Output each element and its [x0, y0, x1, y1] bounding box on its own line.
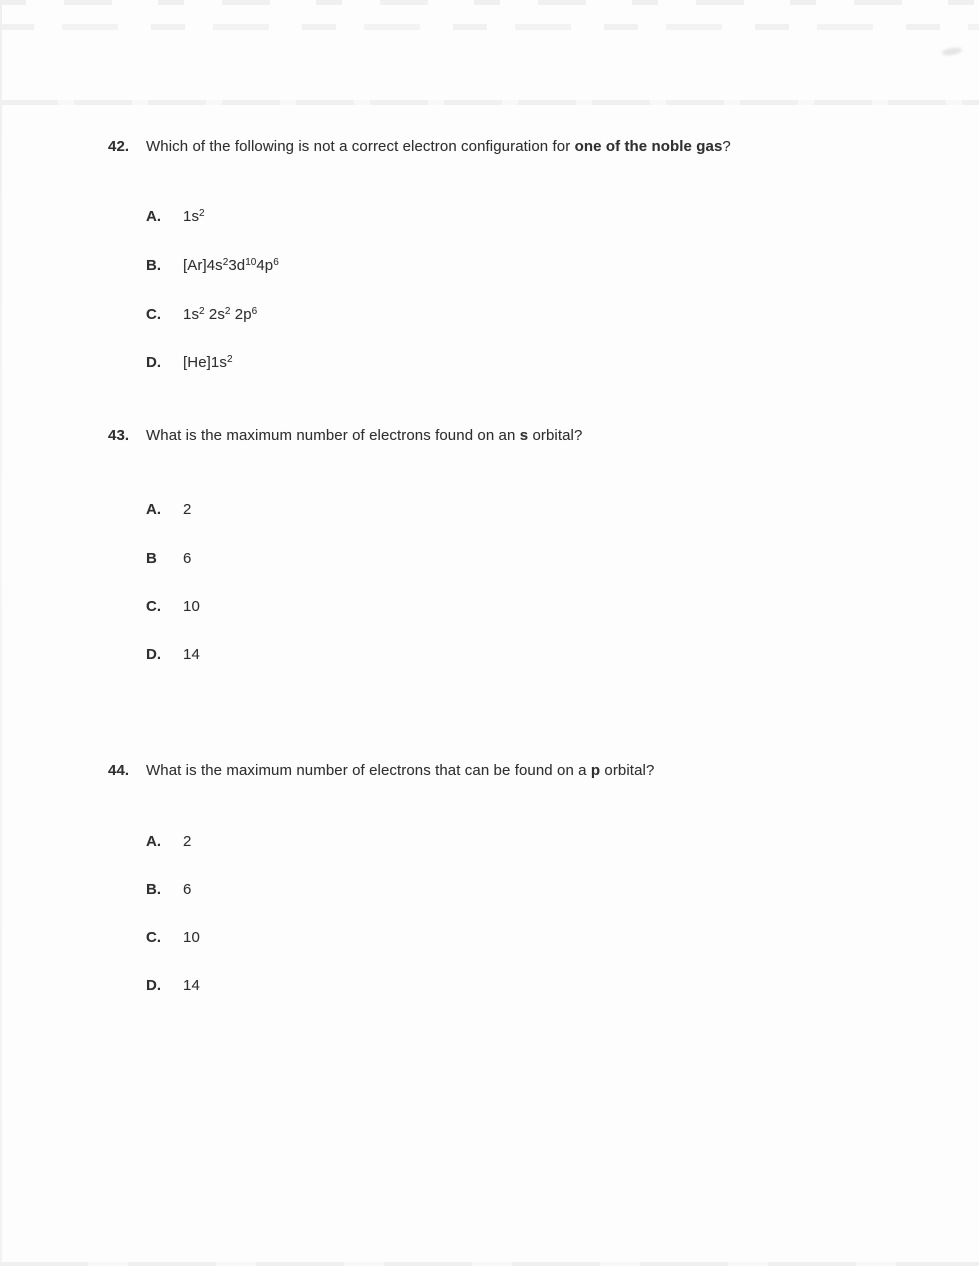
option-letter: A.: [146, 833, 162, 850]
question-number: 42.: [108, 138, 130, 155]
question-44-option-a: [146, 832, 191, 851]
option-letter: B.: [146, 257, 162, 274]
option-letter: C.: [146, 306, 162, 323]
option-value: 6: [183, 881, 192, 898]
scan-bottom-edge-artifact: [0, 1262, 979, 1266]
option-letter: B.: [146, 881, 162, 898]
option-value: 2: [183, 501, 192, 518]
question-42-option-a: [146, 207, 205, 228]
option-letter: D.: [146, 977, 162, 994]
option-letter: A.: [146, 208, 162, 225]
question-42-option-b: [146, 256, 279, 277]
option-letter: C.: [146, 598, 162, 615]
scan-faint-line-artifact: [0, 100, 979, 105]
question-43-option-a: [146, 500, 191, 519]
question-43-option-d: [146, 645, 200, 664]
scan-top-edge-artifact: [0, 0, 979, 5]
question-text: What is the maximum number of electrons found on an s orbital?: [146, 427, 583, 444]
question-44: [108, 761, 654, 780]
option-value: 14: [183, 977, 200, 994]
option-value: $[He]1s^2$: [183, 353, 233, 371]
question-42-option-d: [146, 353, 233, 374]
option-value: 14: [183, 646, 200, 663]
question-number: 44.: [108, 762, 130, 779]
option-value: 10: [183, 929, 200, 946]
question-44-option-b: [146, 880, 191, 899]
option-value: $[Ar]4s^23d^{10}4p^6$: [183, 256, 279, 274]
question-text: Which of the following is not a correct electron configuration for one of the noble gas?: [146, 138, 731, 155]
question-42: [108, 137, 731, 156]
question-number: 43.: [108, 427, 130, 444]
option-value: 2: [183, 833, 192, 850]
question-43-option-b: [146, 549, 191, 568]
question-42-option-c: [146, 305, 257, 326]
question-43: [108, 426, 582, 445]
scan-noise-band-artifact: [0, 24, 979, 30]
scan-smudge-artifact: [942, 46, 963, 56]
option-letter: B: [146, 550, 157, 567]
option-value: 6: [183, 550, 192, 567]
option-value: $1s^2$: [183, 207, 205, 225]
question-text: What is the maximum number of electrons that can be found on a p orbital?: [146, 762, 655, 779]
option-letter: C.: [146, 929, 162, 946]
option-letter: A.: [146, 501, 162, 518]
option-letter: D.: [146, 354, 162, 371]
option-value: 10: [183, 598, 200, 615]
question-44-option-c: [146, 928, 200, 947]
option-letter: D.: [146, 646, 162, 663]
question-43-option-c: [146, 597, 200, 616]
question-44-option-d: [146, 976, 200, 995]
scan-left-edge-artifact: [0, 0, 2, 1266]
option-value: $1s^2$ $2s^2$ $2p^6$: [183, 305, 258, 323]
